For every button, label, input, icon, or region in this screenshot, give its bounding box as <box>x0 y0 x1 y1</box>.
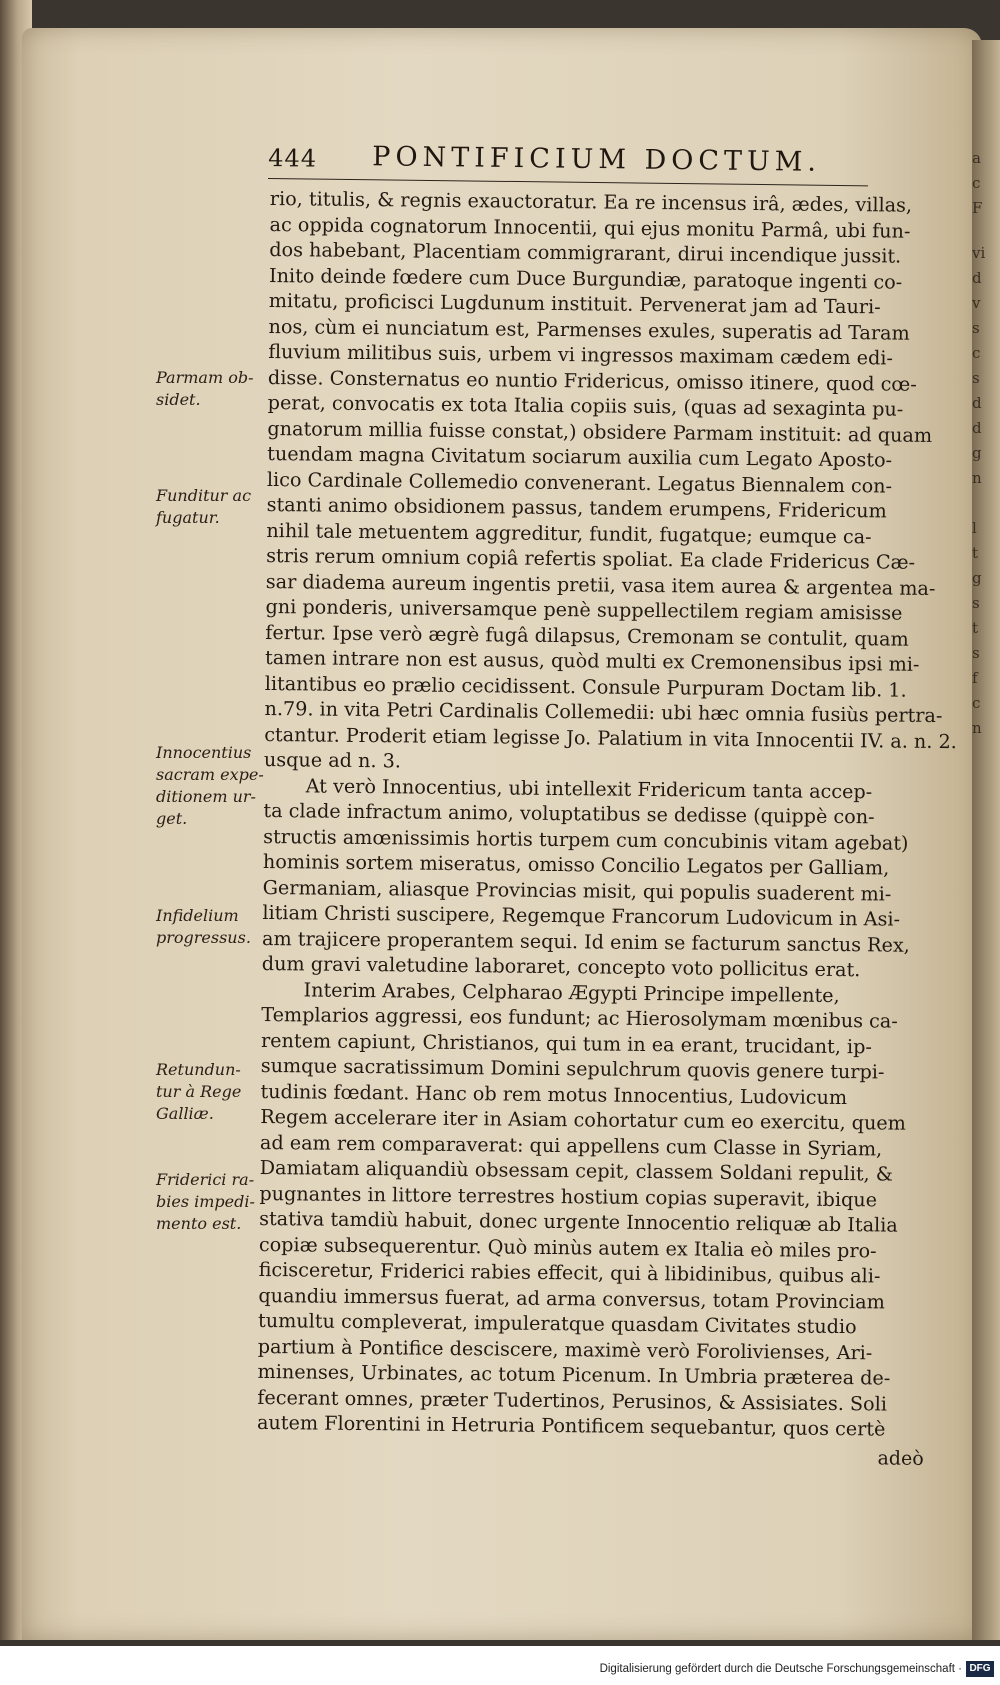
text-line: Interim Arabes, Celpharao Ægypti Principe impellente, <box>303 977 840 1007</box>
margin-note: Innocentius sacram expe- ditionem ur- get. <box>156 743 264 828</box>
facing-page-fragment: n <box>972 470 982 486</box>
facing-page-fragment: d <box>972 420 982 436</box>
facing-page-fragment: s <box>972 320 980 336</box>
text-line: dum gravi valetudine laboraret, concepto voto pollicitus erat. <box>261 951 861 982</box>
main-text-column <box>256 186 957 1470</box>
text-line: fluvium militibus suis, urbem vi ingressos maximam cædem edi- <box>268 339 894 370</box>
running-title: PONTIFICIUM DOCTUM. <box>372 141 822 178</box>
facing-page-fragment: F <box>972 200 983 216</box>
text-line: sar diadema aureum ingentis pretii, vasa item aurea & argentea ma- <box>265 569 936 600</box>
facing-page-fragment: c <box>972 345 981 361</box>
text-line: autem Florentini in Hetruria Pontificem sequebantur, quos certè <box>256 1410 886 1441</box>
facing-page-fragment: vi <box>972 245 986 261</box>
text-line: disse. Consternatus eo nuntio Fridericus, omisso itinere, quod cœ- <box>267 365 917 396</box>
text-line: Germaniam, aliasque Provincias misit, qui populis suaderent mi- <box>262 875 892 906</box>
facing-page-edge <box>972 40 1000 1640</box>
text-line: ctantur. Proderit etiam legisse Jo. Palatium in vita Innocentii IV. a. n. 2. <box>264 722 957 753</box>
text-line: rio, titulis, & regnis exauctoratur. Ea re incensus irâ, ædes, villas, <box>269 186 913 217</box>
facing-page-fragment: t <box>972 545 979 561</box>
text-line: sumque sacratissimum Domini sepulchrum quovis genere turpi- <box>260 1053 885 1084</box>
facing-page-fragment: n <box>972 720 982 736</box>
page-number: 444 <box>268 144 318 173</box>
text-line: Regem accelerare iter in Asiam cohortatur cum eo exercitu, quem <box>260 1104 907 1135</box>
facing-page-fragment: l <box>972 520 977 536</box>
text-line: gni ponderis, universamque penè suppellectilem regiam amisisse <box>265 594 903 625</box>
page-header <box>268 140 868 186</box>
footer-bar <box>0 1646 1000 1685</box>
margin-note: Retundun- tur à Rege Galliæ. <box>156 1060 242 1123</box>
text-line: quandiu immersus fuerat, ad arma conversus, totam Provinciam <box>258 1283 885 1313</box>
text-line: structis amœnissimis hortis turpem cum concubinis vitam agebat) <box>263 824 909 855</box>
text-line: dos habebant, Placentiam commigrarant, dirui incendique jussit. <box>269 237 902 268</box>
facing-page-fragment: c <box>972 175 981 191</box>
text-line: stanti animo obsidionem passus, tandem erumpens, Fridericum <box>266 492 887 523</box>
facing-page-fragment: g <box>972 445 982 461</box>
footer-credit: Digitalisierung gefördert durch die Deutsche Forschungsgemeinschaft · <box>599 1663 962 1675</box>
text-line: nihil tale metuentem aggreditur, fundit, fugatque; eumque ca- <box>266 518 872 548</box>
text-line: hominis sortem miseratus, omisso Concilio Legatos per Galliam, <box>262 849 890 880</box>
text-line: tudinis fœdant. Hanc ob rem motus Innocentius, Ludovicum <box>260 1079 848 1109</box>
text-line: ta clade infractum animo, voluptatibus se dedisse (quippè con- <box>263 798 875 829</box>
text-line: Damiatam aliquandiù obsessam cepit, classem Soldani repulit, & <box>259 1155 894 1186</box>
text-line: perat, convocatis ex tota Italia copiis suis, (quas ad sexaginta pu- <box>267 390 904 421</box>
text-line: mitatu, proficisci Lugdunum instituit. Pervenerat jam ad Tauri- <box>268 288 881 319</box>
text-line: At verò Innocentius, ubi intellexit Fridericum tanta accep- <box>305 773 873 803</box>
text-line: litiam Christi suscipere, Regemque Francorum Ludovicum in Asi- <box>262 900 901 931</box>
text-line: Templarios aggressi, eos fundunt; ac Hierosolymam mœnibus ca- <box>261 1002 898 1033</box>
facing-page-fragment: f <box>972 670 978 686</box>
margin-note: Funditur ac fugatur. <box>156 486 252 527</box>
text-line: ad eam rem comparaverat: qui appellens cum Classe in Syriam, <box>259 1130 883 1160</box>
facing-page-fragment: g <box>972 570 982 586</box>
text-line: nos, cùm ei nunciatum est, Parmenses exules, superatis ad Taram <box>268 314 910 345</box>
catchword: adeò <box>877 1446 924 1470</box>
facing-page-fragment: d <box>972 395 982 411</box>
facing-page-fragment: s <box>972 370 980 386</box>
text-line: lico Cardinale Collemedio convenerant. Legatus Biennalem con- <box>266 467 893 498</box>
text-line: stativa tamdiù habuit, donec urgente Innocentio reliquæ ab Italia <box>259 1206 898 1237</box>
text-line: am trajicere properantem sequi. Id enim se facturum sanctus Rex, <box>262 926 910 957</box>
text-line: fecerant omnes, præter Tudertinos, Perusinos, & Assisiates. Soli <box>257 1385 888 1416</box>
text-line: ac oppida cognatorum Innocentii, qui ejus monitu Parmâ, ubi fun- <box>269 212 911 243</box>
text-line: partium à Pontifice desciscere, maximè verò Forolivienses, Ari- <box>257 1334 873 1364</box>
text-line: n.79. in vita Petri Cardinalis Collemedii: ubi hæc omnia fusiùs pertra- <box>264 696 943 728</box>
text-line: rentem capiunt, Christianos, qui tum in ea erant, trucidant, ip- <box>260 1028 873 1058</box>
facing-page-fragment: d <box>972 270 982 286</box>
text-line: tamen intrare non est ausus, quòd multi ex Cremonensibus ipsi mi- <box>264 645 920 676</box>
text-line: Inito deinde fœdere cum Duce Burgundiæ, paratoque ingenti co- <box>268 263 903 294</box>
facing-page-fragment: a <box>972 150 981 166</box>
text-line: fertur. Ipse verò ægrè fugâ dilapsus, Cremonam se contulit, quam <box>265 620 909 651</box>
facing-page-fragment: s <box>972 645 980 661</box>
text-line: tuendam magna Civitatum sociarum auxilia cum Legato Aposto- <box>267 441 893 472</box>
dfg-logo: DFG <box>966 1661 994 1677</box>
text-line: litantibus eo prælio cecidissent. Consule Purpuram Doctam lib. 1. <box>264 671 907 702</box>
text-line: ficisceretur, Friderici rabies effecit, qui à libidinibus, quibus ali- <box>258 1257 881 1288</box>
text-line: stris rerum omnium copiâ refertis spoliat. Ea clade Fridericus Cæ- <box>266 543 916 574</box>
text-line: minenses, Urbinates, ac totum Picenum. In Umbria præterea de- <box>257 1359 891 1390</box>
text-line: tumultu compleverat, impuleratque quasdam Civitates studio <box>257 1308 857 1339</box>
margin-note: Infidelium progressus. <box>156 906 251 947</box>
text-line: gnatorum millia fuisse constat,) obsidere Parmam instituit: ad quam <box>267 416 933 447</box>
margin-note: Friderici ra- bies impedi- mento est. <box>156 1170 255 1233</box>
facing-page-fragment: t <box>972 620 979 636</box>
facing-page-fragment: s <box>972 595 980 611</box>
facing-page-fragment: v <box>972 295 981 311</box>
facing-page-fragment: c <box>972 695 981 711</box>
margin-note: Parmam ob- sidet. <box>156 368 254 409</box>
text-line: pugnantes in littore terrestres hostium copias superavit, ibique <box>259 1181 878 1211</box>
text-line: usque ad n. 3. <box>263 747 402 773</box>
text-line: copiæ subsequerentur. Quò minùs autem ex Italia eò miles pro- <box>258 1232 877 1262</box>
